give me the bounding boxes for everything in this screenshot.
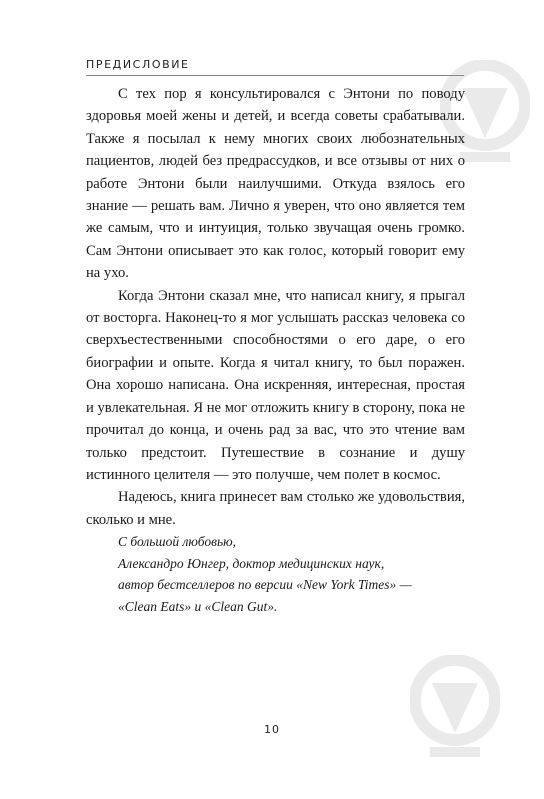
body-text xyxy=(86,83,465,618)
header-rule xyxy=(86,75,464,76)
signature-line-1: С большой любовью, xyxy=(118,534,236,550)
paragraph-1: С тех пор я консультировался с Энтони по поводу здоровья моей жены и детей, и всегда советы срабатывали. Также я посылал к нему многих своих любознательных пациентов, людей без предрассудков, и все отзывы от них о работе Энтони были наилучшими. Откуда взялось его знание — решать вам. Лично я уверен, что оно является тем же самым, что и интуиция, только звучащая очень громко. Сам Энтони описывает это как голос, который говорит ему на ухо. xyxy=(86,86,465,282)
watermark-bottom-icon xyxy=(410,655,500,785)
signature-line-4: «Clean Eats» и «Clean Gut». xyxy=(118,598,278,614)
signature-line-3: автор бестселлеров по версии «New York Times» — xyxy=(118,577,412,593)
signature-line-2: Александро Юнгер, доктор медицинских наук, xyxy=(118,555,385,571)
page-number: 10 xyxy=(264,723,280,736)
paragraph-3: Надеюсь, книга принесет вам столько же удовольствия, сколько и мне. xyxy=(86,489,465,528)
paragraph-2: Когда Энтони сказал мне, что написал книгу, я прыгал от восторга. Наконец-то я мог услышать рассказ человека со сверхъестественными способностями о его даре, о его биографии и опыте. Когда я читал книгу, то был поражен. Она хорошо написана. Она искренняя, интересная, простая и увлекательная. Я не мог отложить книгу в сторону, пока не прочитал до конца, и очень рад за вас, что это чтение вам только предстоит. Путешествие в сознание и душу истинного целителя — это получше, чем полет в космос. xyxy=(86,287,465,483)
running-header: ПРЕДИСЛОВИЕ xyxy=(86,58,190,71)
